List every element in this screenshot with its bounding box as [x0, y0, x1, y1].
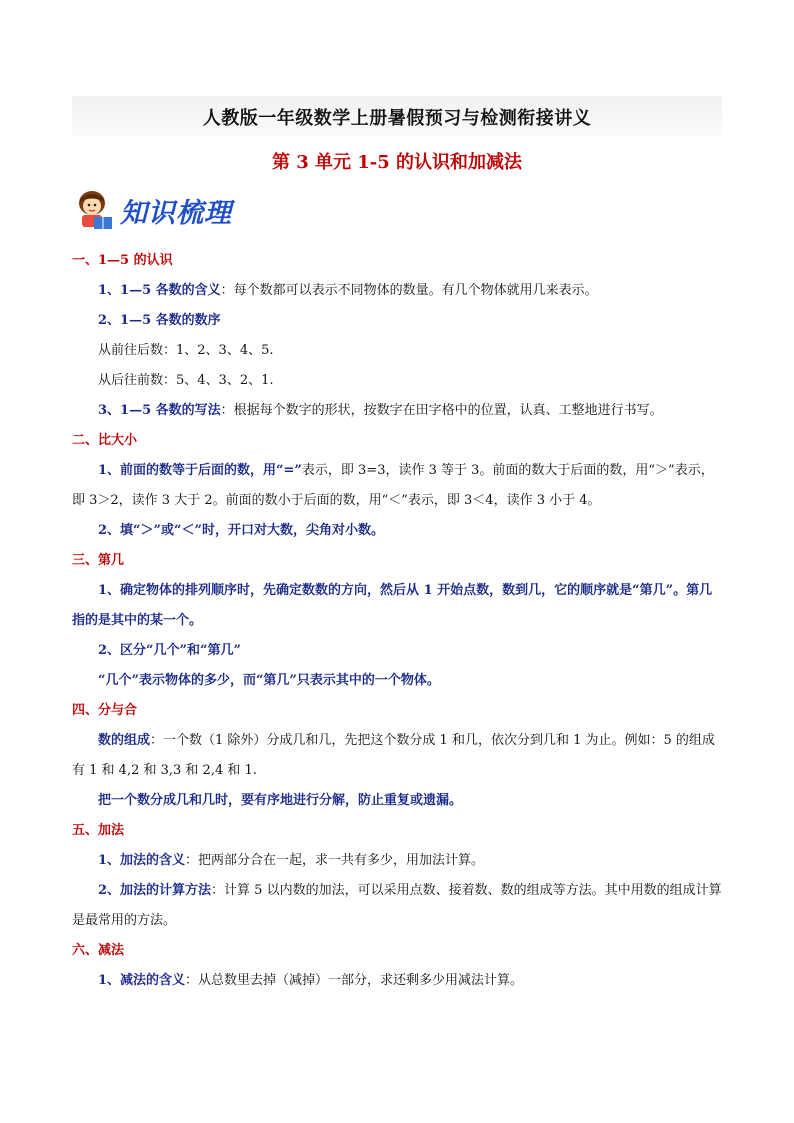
term-label: 2、填“＞”或“＜”时，开口对大数，尖角对小数。 [98, 523, 384, 538]
knowledge-banner [72, 186, 232, 234]
term-text: ：根据每个数字的形状，按数字在田字格中的位置，认真、工整地进行书写。 [220, 403, 663, 418]
section-heading: 六、减法 [72, 943, 125, 958]
term-label: 2、加法的计算方法 [98, 883, 212, 898]
term-label: 1、确定物体的排列顺序时，先确定数数的方向，然后从 1 开始点数，数到几，它的顺序就是“第几”。第几指的是其中的某一个。 [72, 583, 713, 628]
term-text: ：一个数（1 除外）分成几和几，先把这个数分成 1 和几，依次分到几和 1 为止。例如：5 的组成有 1 和 4,2 和 3,3 和 2,4 和 1. [72, 733, 715, 778]
term-label: 1、加法的含义 [98, 853, 186, 868]
term-label: 1、1—5 各数的含义 [98, 283, 221, 298]
student-reading-icon [72, 187, 116, 233]
paragraph [72, 666, 722, 696]
section-heading: 二、比大小 [72, 433, 138, 448]
paragraph [72, 456, 722, 516]
paragraph [72, 576, 722, 636]
paragraph [72, 966, 722, 996]
paragraph [72, 876, 722, 936]
term-text: 表示，即 3=3，读作 3 等于 3。前面的数大于后面的数，用“＞”表示，即 3＞2，读作 3 大于 2。前面的数小于后面的数，用“＜”表示，即 3＜4，读作 3 小于 4。 [72, 463, 714, 508]
banner-title: 知识梳理 [120, 197, 232, 229]
term-label: 2、1—5 各数的数序 [98, 313, 221, 328]
section-heading: 五、加法 [72, 823, 125, 838]
paragraph [72, 636, 722, 666]
term-text: ：每个数都可以表示不同物体的数量。有几个物体就用几来表示。 [220, 283, 598, 298]
paragraph [72, 276, 722, 306]
unit-title: 第 3 单元 1-5 的认识和加减法 [271, 152, 523, 173]
term-text: ：计算 5 以内数的加法，可以采用点数、接着数、数的组成等方法。其中用数的组成计算是最常用的方法。 [72, 883, 722, 928]
paragraph [72, 786, 722, 816]
term-text: 从前往后数：1、2、3、4、5. [98, 343, 274, 358]
term-text: ：把两部分合在一起，求一共有多少，用加法计算。 [185, 853, 485, 868]
paragraph [72, 366, 722, 396]
term-text: 从后往前数：5、4、3、2、1. [98, 373, 274, 388]
term-label: 数的组成 [98, 733, 151, 748]
paragraph [72, 396, 722, 426]
paragraph [72, 516, 722, 546]
document-title: 人教版一年级数学上册暑假预习与检测衔接讲义 [202, 108, 592, 129]
term-label: “几个”表示物体的多少，而“第几”只表示其中的一个物体。 [98, 673, 440, 688]
term-label: 3、1—5 各数的写法 [98, 403, 221, 418]
section-heading: 三、第几 [72, 553, 125, 568]
term-label: 把一个数分成几和几时，要有序地进行分解，防止重复或遗漏。 [98, 793, 463, 808]
term-label: 1、前面的数等于后面的数，用“=” [98, 463, 302, 478]
term-label: 1、减法的含义 [98, 973, 186, 988]
paragraph [72, 846, 722, 876]
content [72, 246, 722, 996]
section-heading: 一、1—5 的认识 [72, 253, 173, 268]
paragraph [72, 336, 722, 366]
paragraph [72, 726, 722, 786]
section-heading: 四、分与合 [72, 703, 138, 718]
paragraph [72, 306, 722, 336]
term-label: 2、区分“几个”和“第几” [98, 643, 241, 658]
term-text: ：从总数里去掉（减掉）一部分，求还剩多少用减法计算。 [185, 973, 524, 988]
